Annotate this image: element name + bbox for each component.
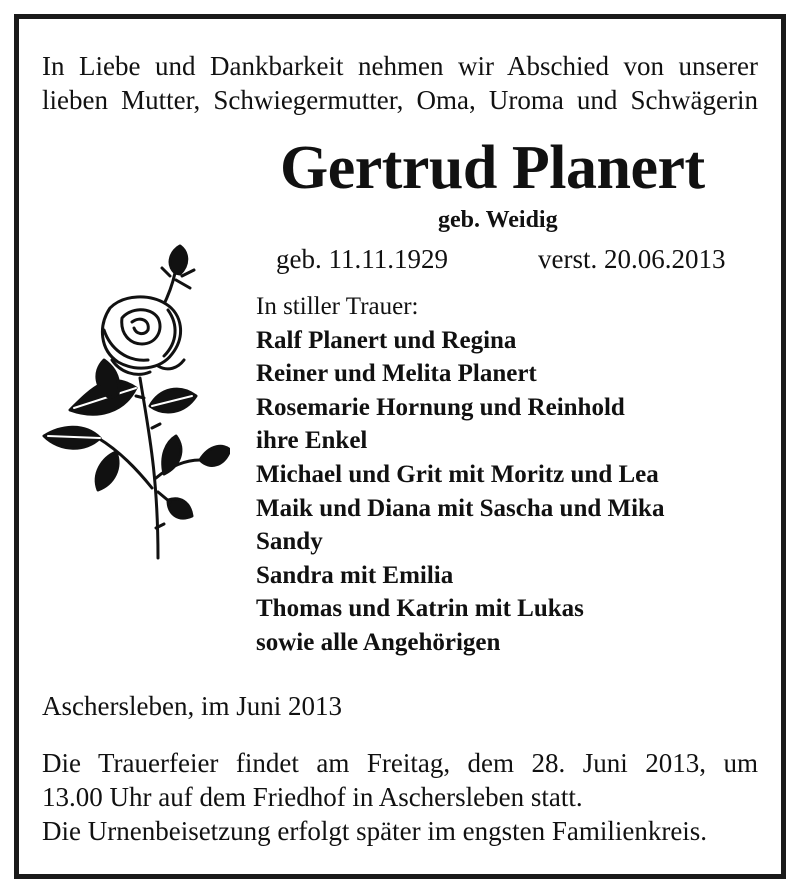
intro-line-2: lieben Mutter, Schwiegermutter, Oma, Uroma und Schwägerin [42, 85, 758, 115]
mourner-name: Thomas und Katrin mit Lukas [256, 595, 584, 623]
funeral-notice [42, 746, 758, 848]
place-and-date: Aschersleben, im Juni 2013 [42, 691, 342, 721]
mourner-name: Rosemarie Hornung und Reinhold [256, 393, 625, 421]
mourner-name: Ralf Planert und Regina [256, 326, 517, 354]
rose-icon [40, 238, 230, 563]
mourner-name: Maik und Diana mit Sascha und Mika [256, 494, 665, 522]
deceased-name: Gertrud Planert [280, 134, 705, 202]
intro-line-1: In Liebe und Dankbarkeit nehmen wir Abschied von unserer [42, 51, 758, 81]
funeral-line-1: Die Trauerfeier findet am Freitag, dem 28. Juni 2013, um [42, 748, 758, 778]
mourner-name: sowie alle Angehörigen [256, 628, 501, 656]
mourner-name: Reiner und Melita Planert [256, 360, 537, 388]
mourners-list [256, 290, 664, 660]
funeral-line-3: Die Urnenbeisetzung erfolgt später im engsten Familienkreis. [42, 816, 708, 846]
maiden-name: geb. Weidig [438, 207, 558, 233]
mourner-name: Sandra mit Emilia [256, 561, 454, 589]
funeral-line-2: 13.00 Uhr auf dem Friedhof in Aschersleben statt. [42, 782, 583, 812]
mourner-name: Michael und Grit mit Moritz und Lea [256, 460, 659, 488]
mourners-heading: In stiller Trauer: [256, 293, 419, 320]
death-date: verst. 20.06.2013 [538, 244, 726, 274]
mourner-name: ihre Enkel [256, 427, 368, 455]
mourner-name: Sandy [256, 528, 323, 556]
birth-date: geb. 11.11.1929 [276, 244, 448, 274]
